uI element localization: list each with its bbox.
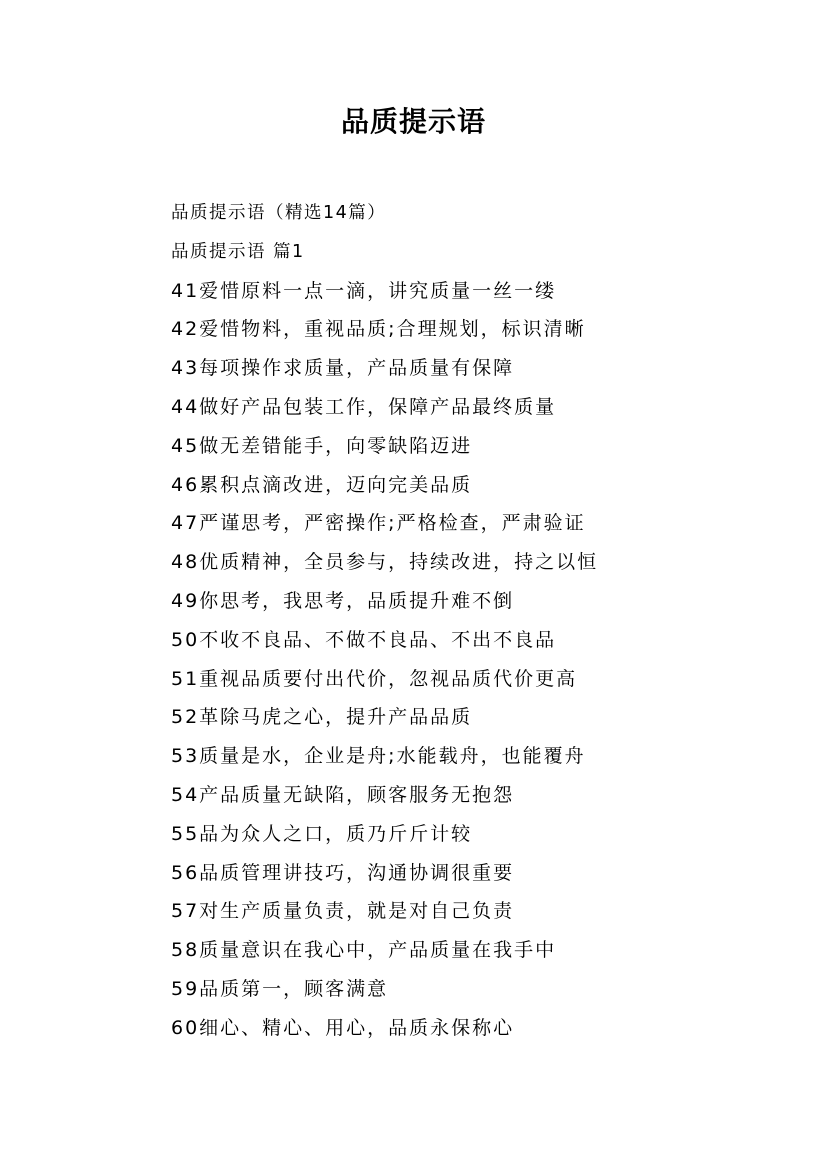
list-item: 52革除马虎之心，提升产品品质 xyxy=(171,706,473,729)
list-item: 59品质第一，顾客满意 xyxy=(171,977,389,1000)
list-item: 46累积点滴改进，迈向完美品质 xyxy=(171,473,473,496)
list-item: 45做无差错能手，向零缺陷迈进 xyxy=(171,434,473,457)
subtitle-line: 品质提示语（精选14篇） xyxy=(171,203,387,223)
list-item: 53质量是水，企业是舟;水能载舟，也能覆舟 xyxy=(171,745,586,768)
document-title: 品质提示语 xyxy=(340,105,486,138)
list-item: 49你思考，我思考，品质提升难不倒 xyxy=(171,589,515,612)
list-item: 47严谨思考，严密操作;严格检查，严肃验证 xyxy=(171,512,586,535)
list-item: 48优质精神，全员参与，持续改进，持之以恒 xyxy=(171,551,599,574)
list-item: 57对生产质量负责，就是对自己负责 xyxy=(171,900,515,923)
list-item: 58质量意识在我心中，产品质量在我手中 xyxy=(171,939,557,962)
list-item: 56品质管理讲技巧，沟通协调很重要 xyxy=(171,861,515,884)
list-item: 42爱惜物料，重视品质;合理规划，标识清晰 xyxy=(171,318,586,341)
slogan-list xyxy=(171,194,791,1048)
list-item: 51重视品质要付出代价，忽视品质代价更高 xyxy=(171,667,578,690)
section-heading: 品质提示语 篇1 xyxy=(171,241,305,262)
list-item: 41爱惜原料一点一滴，讲究质量一丝一缕 xyxy=(171,279,557,302)
list-item: 54产品质量无缺陷，顾客服务无抱怨 xyxy=(171,783,515,806)
list-item: 43每项操作求质量，产品质量有保障 xyxy=(171,357,515,380)
list-item: 55品为众人之口，质乃斤斤计较 xyxy=(171,822,473,845)
list-item: 60细心、精心、用心，品质永保称心 xyxy=(171,1016,515,1039)
list-item: 50不收不良品、不做不良品、不出不良品 xyxy=(171,628,557,651)
list-item: 44做好产品包装工作，保障产品最终质量 xyxy=(171,395,557,418)
